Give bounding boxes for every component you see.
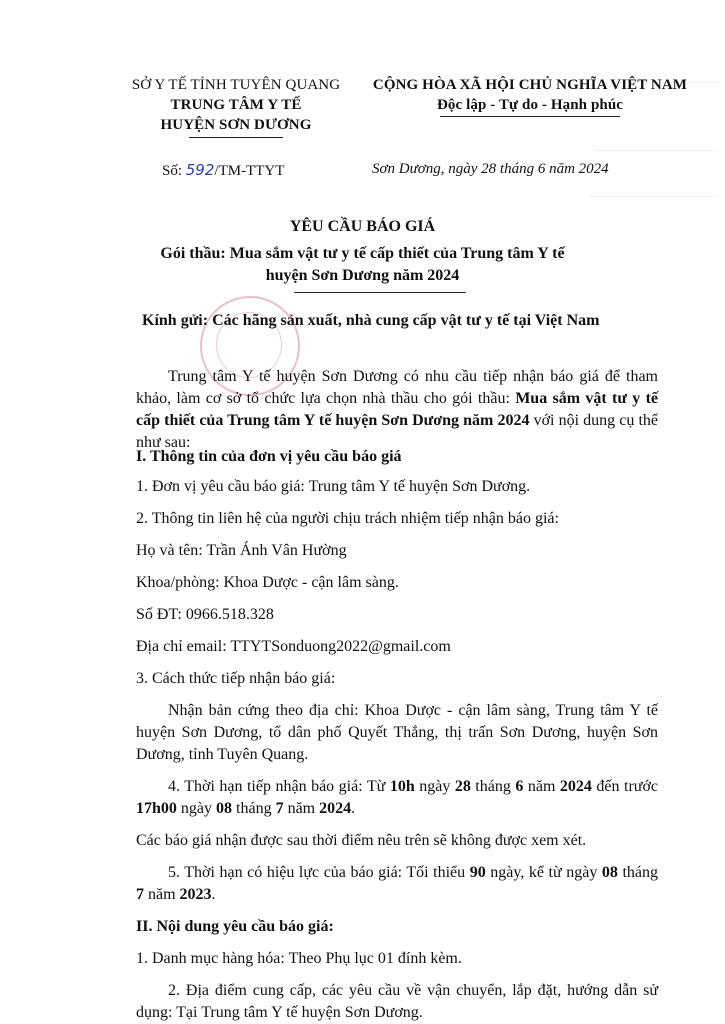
bleed-through-text — [596, 150, 716, 171]
s1-item4: 4. Thời hạn tiếp nhận báo giá: Từ 10h ngày 28 tháng 6 năm 2024 đến trước 17h00 ngày 08 tháng 7 năm 2024. — [136, 778, 659, 817]
section-2-heading: II. Nội dung yêu cầu báo giá: — [136, 918, 334, 935]
national-header — [370, 75, 690, 117]
intro-text — [136, 366, 658, 454]
section-1-heading: I. Thông tin của đơn vị yêu cầu báo giá — [136, 448, 402, 465]
intro-part2: với nội dung cụ thể như sau: — [136, 412, 658, 451]
bleed-through-text — [590, 196, 716, 217]
contact-email: Địa chỉ email: TTYTSonduong2022@gmail.com — [136, 638, 451, 655]
org-name-line2: HUYỆN SƠN DƯƠNG — [160, 117, 312, 133]
s1-item2: 2. Thông tin liên hệ của người chịu trách nhiệm tiếp nhận báo giá: — [136, 510, 559, 527]
receiving-address: Nhận bản cứng theo địa chỉ: Khoa Dược - cận lâm sàng, Trung tâm Y tế huyện Sơn Dương, tổ dân phố Quyết Thắng, thị trấn Sơn Dương, huyện Sơn Dương, tỉnh Tuyên Quang. — [136, 702, 658, 763]
national-motto: Độc lập - Tự do - Hạnh phúc — [436, 97, 624, 113]
package-title-line2: huyện Sơn Dương năm 2024 — [265, 267, 460, 284]
ref-suffix: /TM-TTYT — [214, 163, 285, 179]
contact-phone: Số ĐT: 0966.518.328 — [136, 606, 274, 623]
issuer-block — [116, 75, 356, 138]
s2-item2: 2. Địa điểm cung cấp, các yêu cầu về vận chuyển, lắp đặt, hướng dẫn sử dụng: Tại Trung tâm Y tế huyện Sơn Dương. — [136, 982, 658, 1021]
ministry-name: SỞ Y TẾ TỈNH TUYÊN QUANG — [131, 77, 341, 93]
section-1 — [136, 446, 658, 1024]
motto-underline — [440, 116, 620, 117]
org-name-line1: TRUNG TÂM Y TẾ — [170, 97, 302, 113]
place-date: Sơn Dương, ngày 28 tháng 6 năm 2024 — [372, 161, 609, 177]
reference-number — [162, 161, 284, 180]
package-title — [0, 243, 725, 287]
intro-paragraph — [136, 366, 658, 454]
intro-package-name: Mua sắm vật tư y tế cấp thiết của Trung tâm Y tế huyện Sơn Dương năm 2024 — [136, 390, 658, 429]
handwritten-ref-number: 592 — [185, 161, 215, 179]
greeting: Kính gửi: Các hãng sản xuất, nhà cung cấp vật tư y tế tại Việt Nam — [142, 312, 600, 329]
ref-prefix: Số: — [162, 163, 186, 179]
s1-item3: 3. Cách thức tiếp nhận báo giá: — [136, 670, 336, 687]
contact-dept: Khoa/phòng: Khoa Dược - cận lâm sàng. — [136, 574, 399, 591]
issuer-underline — [189, 137, 283, 138]
title-underline — [294, 292, 466, 293]
republic-name: CỘNG HÒA XÃ HỘI CHỦ NGHĨA VIỆT NAM — [372, 77, 688, 93]
intro-part1: Trung tâm Y tế huyện Sơn Dương có nhu cầu tiếp nhận báo giá để tham khảo, làm cơ sở tổ chức lựa chọn nhà thầu cho gói thầu: — [136, 368, 658, 407]
s1-item5: 5. Thời hạn có hiệu lực của báo giá: Tối thiểu 90 ngày, kể từ ngày 08 tháng 7 năm 2023. — [136, 864, 659, 903]
late-submission-note: Các báo giá nhận được sau thời điểm nêu trên sẽ không được xem xét. — [136, 832, 587, 849]
package-title-line1: Gói thầu: Mua sắm vật tư y tế cấp thiết của Trung tâm Y tế — [160, 245, 565, 262]
s1-item1: 1. Đơn vị yêu cầu báo giá: Trung tâm Y tế huyện Sơn Dương. — [136, 478, 531, 495]
contact-name: Họ và tên: Trần Ánh Vân Hường — [136, 542, 347, 559]
document-title: YÊU CẦU BÁO GIÁ — [289, 218, 436, 235]
s2-item1: 1. Danh mục hàng hóa: Theo Phụ lục 01 đính kèm. — [136, 950, 462, 967]
